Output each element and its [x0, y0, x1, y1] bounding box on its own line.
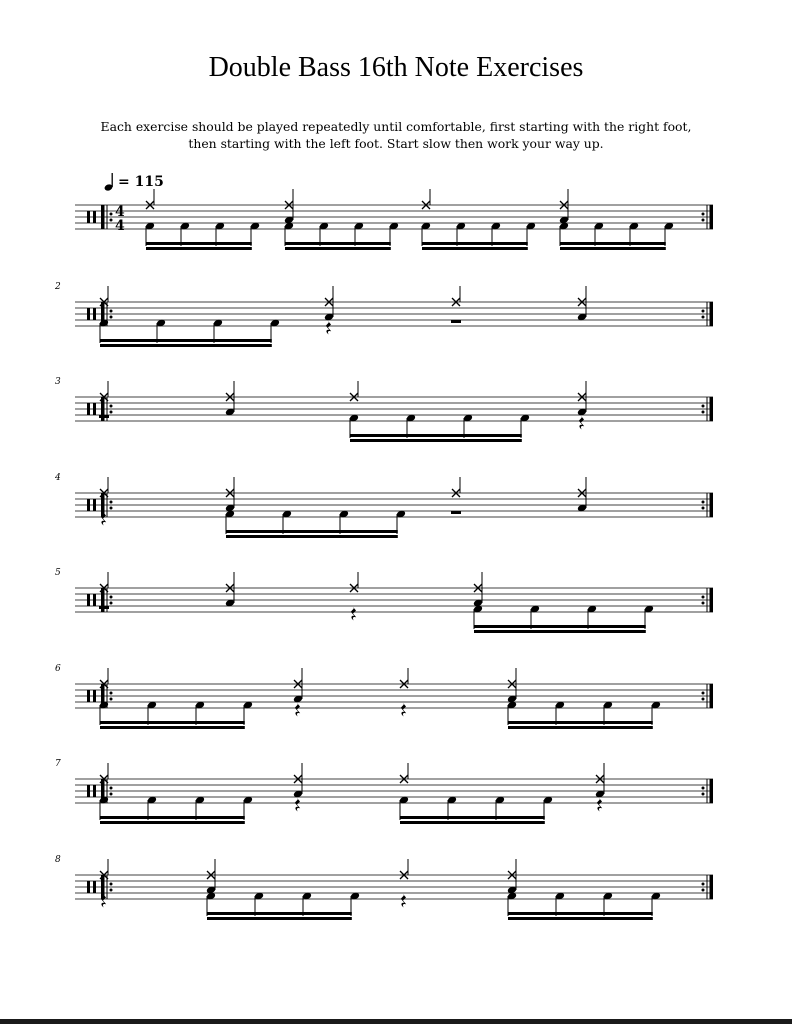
quarter-rest — [579, 416, 584, 430]
beam — [400, 821, 545, 824]
measure-number: 3 — [55, 377, 61, 387]
beam — [100, 721, 245, 724]
page-title: Double Bass 16th Note Exercises — [208, 52, 584, 83]
exercise-system — [54, 282, 713, 347]
time-signature-bottom: 4 — [115, 218, 125, 234]
repeat-end — [702, 310, 705, 313]
beam — [422, 247, 528, 250]
beam — [285, 247, 391, 250]
percussion-clef — [87, 211, 90, 223]
quarter-rest — [295, 798, 300, 812]
repeat-end — [702, 213, 705, 216]
beam — [474, 630, 646, 633]
measure-number: 5 — [55, 568, 61, 578]
beam — [226, 535, 398, 538]
quarter-rest — [295, 703, 300, 717]
repeat-end — [702, 501, 705, 504]
beam — [350, 434, 522, 437]
quarter-rest — [401, 703, 406, 717]
beam — [100, 816, 245, 819]
bottom-rule — [0, 1019, 792, 1024]
quarter-rest — [401, 894, 406, 908]
exercise-system — [75, 189, 713, 250]
exercise-system — [55, 377, 713, 442]
beam — [508, 721, 653, 724]
percussion-clef — [87, 499, 90, 511]
beam — [560, 247, 666, 250]
half-rest — [99, 415, 109, 418]
beam — [226, 530, 398, 533]
exercise-system — [54, 473, 713, 538]
beam — [422, 242, 528, 245]
repeat-end — [702, 596, 705, 599]
measure-number: 2 — [55, 282, 61, 292]
beam — [350, 439, 522, 442]
beam — [508, 726, 653, 729]
percussion-clef — [87, 594, 90, 606]
beam — [400, 816, 545, 819]
beam — [146, 242, 252, 245]
instructions-line-1: Each exercise should be played repeatedly until comfortable, first starting with the right foot, — [100, 119, 692, 134]
exercise-system — [55, 759, 713, 824]
instructions-line-2: then starting with the left foot. Start slow then work your way up. — [188, 135, 604, 151]
measure-number: 4 — [55, 473, 61, 483]
repeat-end — [702, 405, 705, 408]
repeat-start — [101, 205, 105, 229]
beam — [146, 247, 252, 250]
percussion-clef — [87, 881, 90, 893]
repeat-end — [702, 787, 705, 790]
beam — [285, 242, 391, 245]
beam — [100, 726, 245, 729]
percussion-clef — [87, 690, 90, 702]
time-signature-top: 4 — [115, 204, 125, 220]
percussion-clef — [87, 308, 90, 320]
half-rest — [451, 320, 461, 323]
quarter-rest — [326, 321, 331, 335]
beam — [474, 625, 646, 628]
exercise-system — [55, 568, 713, 633]
beam — [100, 344, 272, 347]
quarter-rest — [351, 607, 356, 621]
percussion-clef — [87, 785, 90, 797]
beam — [207, 917, 352, 920]
beam — [508, 917, 653, 920]
measure-number: 8 — [55, 855, 61, 865]
exercise-system — [55, 855, 713, 920]
quarter-rest — [597, 798, 602, 812]
beam — [508, 912, 653, 915]
tempo-value: = 115 — [118, 174, 164, 190]
measure-number: 7 — [55, 759, 61, 769]
measure-number: 6 — [55, 664, 61, 674]
half-rest — [99, 606, 109, 609]
beam — [207, 912, 352, 915]
beam — [560, 242, 666, 245]
percussion-clef — [87, 403, 90, 415]
exercise-system — [55, 664, 713, 729]
repeat-end — [702, 883, 705, 886]
beam — [100, 339, 272, 342]
repeat-end — [702, 692, 705, 695]
half-rest — [451, 511, 461, 514]
beam — [100, 821, 245, 824]
